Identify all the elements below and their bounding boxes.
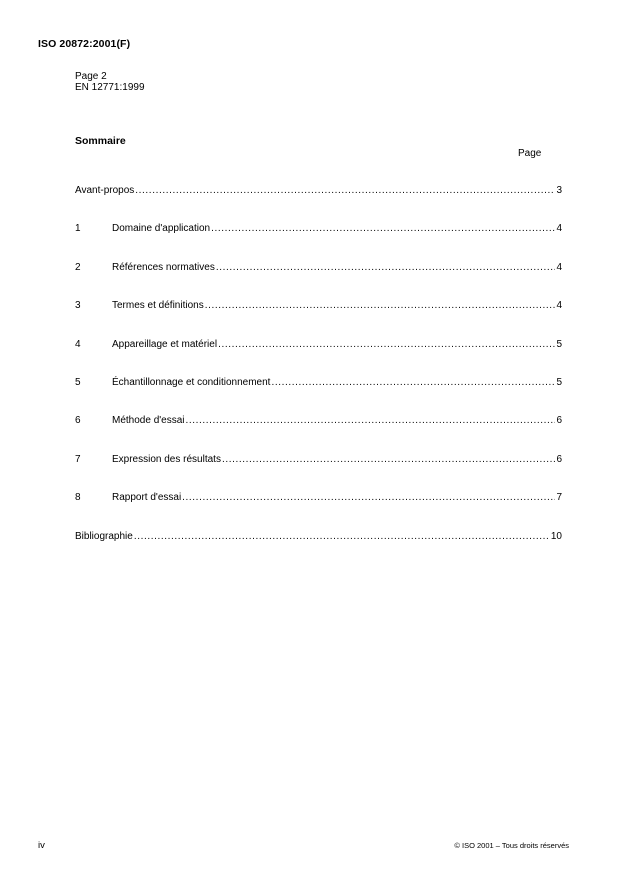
toc-entry-label: Bibliographie (75, 530, 133, 542)
toc-entry-page: 3 (556, 185, 562, 196)
toc-entry-label: Références normatives (112, 261, 215, 273)
footer-copyright: © ISO 2001 – Tous droits réservés (454, 841, 569, 850)
toc-page-column-label: Page (518, 148, 542, 159)
toc-entry-foreword[interactable] (75, 185, 562, 223)
toc-entry-label: Expression des résultats (112, 453, 221, 465)
toc-entry-page: 5 (556, 338, 562, 350)
toc-entry-number: 7 (75, 453, 81, 465)
toc-entry-terms-definitions[interactable] (75, 300, 562, 338)
toc-entry-test-report[interactable] (75, 492, 562, 530)
toc-entry-number: 2 (75, 261, 81, 273)
toc-entry-sampling[interactable] (75, 377, 562, 415)
toc-entry-label: Échantillonnage et conditionnement (112, 376, 271, 388)
toc-entry-number: 5 (75, 376, 81, 388)
toc-entry-number: 6 (75, 415, 81, 427)
toc-entry-expression-of-results[interactable] (75, 454, 562, 492)
toc-entry-number: 1 (75, 223, 81, 235)
document-id: ISO 20872:2001(F) (38, 38, 131, 50)
toc-dot-leader (216, 262, 555, 273)
toc-entry-page: 10 (550, 530, 562, 542)
toc-dot-leader (186, 415, 555, 426)
toc-entry-number: 3 (75, 300, 81, 312)
toc-title: Sommaire (75, 135, 126, 147)
toc-entry-page: 4 (556, 300, 562, 312)
toc-entry-label: Méthode d'essai (112, 415, 185, 427)
toc-entry-page: 7 (556, 492, 562, 504)
toc-dot-leader (134, 531, 550, 542)
toc-entry-label: Avant-propos (75, 185, 135, 196)
toc-dot-leader (135, 185, 555, 196)
toc-dot-leader (222, 454, 555, 465)
toc-dot-leader (182, 492, 555, 503)
toc-entry-label: Domaine d'application (112, 223, 211, 235)
standard-reference: EN 12771:1999 (75, 82, 145, 93)
table-of-contents (75, 185, 562, 569)
toc-entry-scope[interactable] (75, 223, 562, 261)
page-reference (75, 71, 145, 93)
toc-entry-page: 5 (556, 376, 562, 388)
toc-entry-page: 6 (556, 453, 562, 465)
toc-entry-label: Termes et définitions (112, 300, 204, 312)
toc-entry-page: 6 (556, 415, 562, 427)
toc-dot-leader (211, 223, 555, 234)
toc-entry-bibliography[interactable] (75, 531, 562, 569)
toc-dot-leader (218, 339, 555, 350)
footer-page-number: iv (38, 840, 45, 851)
toc-entry-test-method[interactable] (75, 415, 562, 453)
toc-entry-apparatus[interactable] (75, 339, 562, 377)
toc-entry-page: 4 (556, 223, 562, 235)
toc-dot-leader (271, 377, 555, 388)
toc-entry-number: 4 (75, 338, 81, 350)
toc-dot-leader (205, 300, 555, 311)
toc-entry-page: 4 (556, 261, 562, 273)
toc-entry-label: Appareillage et matériel (112, 338, 218, 350)
toc-entry-number: 8 (75, 492, 81, 504)
toc-entry-normative-references[interactable] (75, 262, 562, 300)
toc-entry-label: Rapport d'essai (112, 492, 182, 504)
page-line: Page 2 (75, 71, 107, 82)
